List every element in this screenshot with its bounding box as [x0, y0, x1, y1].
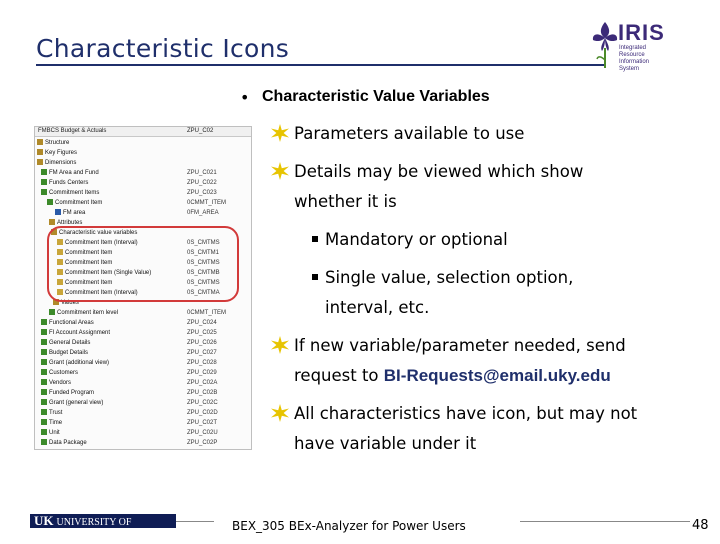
- tree-row[interactable]: [41, 339, 90, 347]
- tree-row[interactable]: [41, 409, 62, 417]
- tree-row[interactable]: [41, 319, 94, 327]
- characteristic-icon: [41, 369, 47, 375]
- iris-flower-icon: [590, 18, 620, 70]
- tree-row-label: Functional Areas: [49, 320, 94, 326]
- tree-row-label: Key Figures: [45, 150, 78, 156]
- characteristic-icon: [41, 339, 47, 345]
- course-footer: BEX_305 BEx-Analyzer for Power Users: [232, 519, 466, 533]
- tree-row-label: Structure: [45, 140, 70, 146]
- tree-row[interactable]: [41, 379, 71, 387]
- characteristic-icon: [41, 419, 47, 425]
- square-bullet-icon: [312, 274, 318, 280]
- tree-row-label: Customers: [49, 370, 79, 376]
- characteristic-icon: [41, 409, 47, 415]
- characteristic-icon: [41, 429, 47, 435]
- characteristic-icon: [41, 389, 47, 395]
- characteristic-icon: [41, 399, 47, 405]
- tree-row-label: FI Account Assignment: [49, 330, 111, 336]
- tree-row-tech-name: ZPU_C024: [187, 320, 217, 326]
- tree-row-tech-name: 0FM_AREA: [187, 210, 219, 216]
- bullet-new-variable-2: [294, 366, 611, 386]
- heading-bullet: •: [240, 88, 250, 107]
- tree-header: [35, 127, 251, 137]
- tree-row-label: Commitment Item (Interval): [65, 240, 138, 246]
- star-bullet-icon: [271, 124, 289, 142]
- tree-row-label: Commitment Item: [65, 250, 113, 256]
- tree-row-tech-name: 0S_CMTMS: [187, 280, 220, 286]
- tree-row-label: Vendors: [49, 380, 72, 386]
- characteristic-icon: [41, 319, 47, 325]
- tree-row-label: Data Package: [49, 440, 87, 446]
- tree-row-label: Commitment Items: [49, 190, 100, 196]
- tree-row-tech-name: ZPU_C02T: [187, 420, 218, 426]
- tree-header-name: FMBCS Budget & Actuals: [38, 128, 107, 134]
- slide-title: Characteristic Icons: [36, 34, 290, 63]
- tree-row-label: FM Area and Fund: [49, 170, 99, 176]
- tree-row-label: Funded Program: [49, 390, 95, 396]
- tree-row-tech-name: ZPU_C021: [187, 170, 217, 176]
- footer-rule: [176, 521, 214, 522]
- characteristic-icon: [41, 189, 47, 195]
- tree-row-tech-name: 0CMMT_ITEM: [187, 200, 226, 206]
- tree-row[interactable]: [37, 159, 76, 167]
- characteristic-icon: [41, 179, 47, 185]
- tree-row-label: Commitment item level: [57, 310, 119, 316]
- tree-row-tech-name: 0CMMT_ITEM: [187, 310, 226, 316]
- logo-tagline: [619, 45, 670, 73]
- tree-row[interactable]: [41, 419, 62, 427]
- tree-row-label: Trust: [49, 410, 63, 416]
- tree-row-tech-name: ZPU_C026: [187, 340, 217, 346]
- tree-row-tech-name: ZPU_C02P: [187, 440, 218, 446]
- tree-row-label: Unit: [49, 430, 60, 436]
- tree-row-label: Dimensions: [45, 160, 77, 166]
- tree-row[interactable]: [47, 199, 102, 207]
- characteristic-icon: [41, 439, 47, 445]
- tree-row-tech-name: ZPU_C02U: [187, 430, 218, 436]
- logo-tagline-2: Information System: [619, 59, 650, 72]
- bullet-all-characteristics-1: All characteristics have icon, but may not: [294, 404, 638, 423]
- sub-bullet-single-value-1: Single value, selection option,: [325, 268, 574, 287]
- tree-row-tech-name: ZPU_C02A: [187, 380, 218, 386]
- tree-row-label: Time: [49, 420, 63, 426]
- tree-row-tech-name: ZPU_C023: [187, 190, 217, 196]
- bullet-new-variable-1: If new variable/parameter needed, send: [294, 336, 626, 355]
- characteristic-icon: [41, 359, 47, 365]
- tree-row-label: Characteristic value variables: [59, 230, 138, 236]
- tree-row[interactable]: [37, 139, 69, 147]
- tree-row[interactable]: [41, 429, 60, 437]
- logo-tagline-1: Integrated Resource: [619, 45, 647, 58]
- logo-wordmark: IRIS: [618, 20, 665, 45]
- tree-row-label: FM area: [63, 210, 86, 216]
- section-heading: Characteristic Value Variables: [262, 88, 490, 105]
- characteristic-icon: [41, 379, 47, 385]
- tree-row[interactable]: [41, 189, 99, 197]
- university-logo: [30, 513, 176, 542]
- tree-row[interactable]: [55, 209, 85, 217]
- iris-logo: [590, 18, 670, 70]
- sub-bullet-single-value-2: interval, etc.: [325, 298, 430, 317]
- tree-row-tech-name: 0S_CMTMA: [187, 290, 220, 296]
- tree-row[interactable]: [41, 169, 99, 177]
- characteristic-icon: [47, 199, 53, 205]
- star-bullet-icon: [271, 404, 289, 422]
- variables-highlight-oval: [47, 226, 239, 302]
- tree-row-tech-name: 0S_CMTMS: [187, 240, 220, 246]
- tree-row-tech-name: 0S_CMTMS: [187, 260, 220, 266]
- tree-row-label: Commitment Item (Single Value): [65, 270, 152, 276]
- tree-row[interactable]: [41, 439, 87, 447]
- bullet-details-1: Details may be viewed which show: [294, 162, 584, 181]
- tree-row[interactable]: [49, 309, 118, 317]
- tree-row[interactable]: [41, 389, 94, 397]
- tree-row-label: Budget Details: [49, 350, 89, 356]
- page-number: 48: [692, 518, 709, 533]
- characteristic-icon: [55, 209, 61, 215]
- tree-row-tech-name: ZPU_C02C: [187, 400, 218, 406]
- tree-row-tech-name: 0S_CMTMB: [187, 270, 220, 276]
- characteristic-icon: [37, 139, 43, 145]
- tree-row-tech-name: ZPU_C027: [187, 350, 217, 356]
- tree-row-label: General Details: [49, 340, 91, 346]
- bi-requests-email-link[interactable]: BI-Requests@email.uky.edu: [383, 366, 611, 385]
- tree-row[interactable]: [37, 149, 77, 157]
- characteristic-icon: [37, 149, 43, 155]
- tree-row-label: Attributes: [57, 220, 83, 226]
- tree-row-tech-name: ZPU_C025: [187, 330, 217, 336]
- characteristic-icon: [49, 219, 55, 225]
- tree-row-label: Grant (general view): [49, 400, 104, 406]
- tree-row[interactable]: [41, 359, 109, 367]
- request-prefix: request to: [294, 366, 384, 385]
- tree-row-label: Grant (additional view): [49, 360, 110, 366]
- star-bullet-icon: [271, 336, 289, 354]
- bullet-parameters: Parameters available to use: [294, 124, 525, 143]
- characteristic-icon: [41, 349, 47, 355]
- tree-row-tech-name: ZPU_C02B: [187, 390, 218, 396]
- footer-rule: [520, 521, 690, 522]
- tree-row-tech-name: 0S_CMTM1: [187, 250, 220, 256]
- bullet-details-2: whether it is: [294, 192, 397, 211]
- tree-row-label: Commitment Item: [55, 200, 103, 206]
- characteristic-icon: [41, 169, 47, 175]
- tree-header-tech: ZPU_C02: [187, 128, 214, 134]
- tree-row[interactable]: [41, 179, 88, 187]
- characteristic-icon: [41, 329, 47, 335]
- tree-row-label: Commitment Item: [65, 260, 113, 266]
- tree-row[interactable]: [41, 399, 103, 407]
- characteristic-icon: [49, 309, 55, 315]
- tree-row-tech-name: ZPU_C02D: [187, 410, 218, 416]
- tree-row[interactable]: [41, 329, 110, 337]
- tree-row-label: Funds Centers: [49, 180, 89, 186]
- uk-monogram: UK: [34, 513, 54, 528]
- sub-bullet-mandatory: Mandatory or optional: [325, 230, 508, 249]
- square-bullet-icon: [312, 236, 318, 242]
- tree-row-label: Commitment Item: [65, 280, 113, 286]
- characteristic-icon: [37, 159, 43, 165]
- tree-row[interactable]: [41, 349, 88, 357]
- tree-row-tech-name: ZPU_C028: [187, 360, 217, 366]
- tree-row-tech-name: ZPU_C022: [187, 180, 217, 186]
- title-underline: [36, 64, 606, 66]
- bullet-all-characteristics-2: have variable under it: [294, 434, 477, 453]
- star-bullet-icon: [271, 162, 289, 180]
- tree-row-label: Values: [61, 300, 79, 306]
- tree-row-tech-name: ZPU_C029: [187, 370, 217, 376]
- tree-row-label: Commitment Item (Interval): [65, 290, 138, 296]
- tree-row[interactable]: [41, 369, 78, 377]
- university-name: UNIVERSITY OF KENTUCKY: [30, 517, 132, 542]
